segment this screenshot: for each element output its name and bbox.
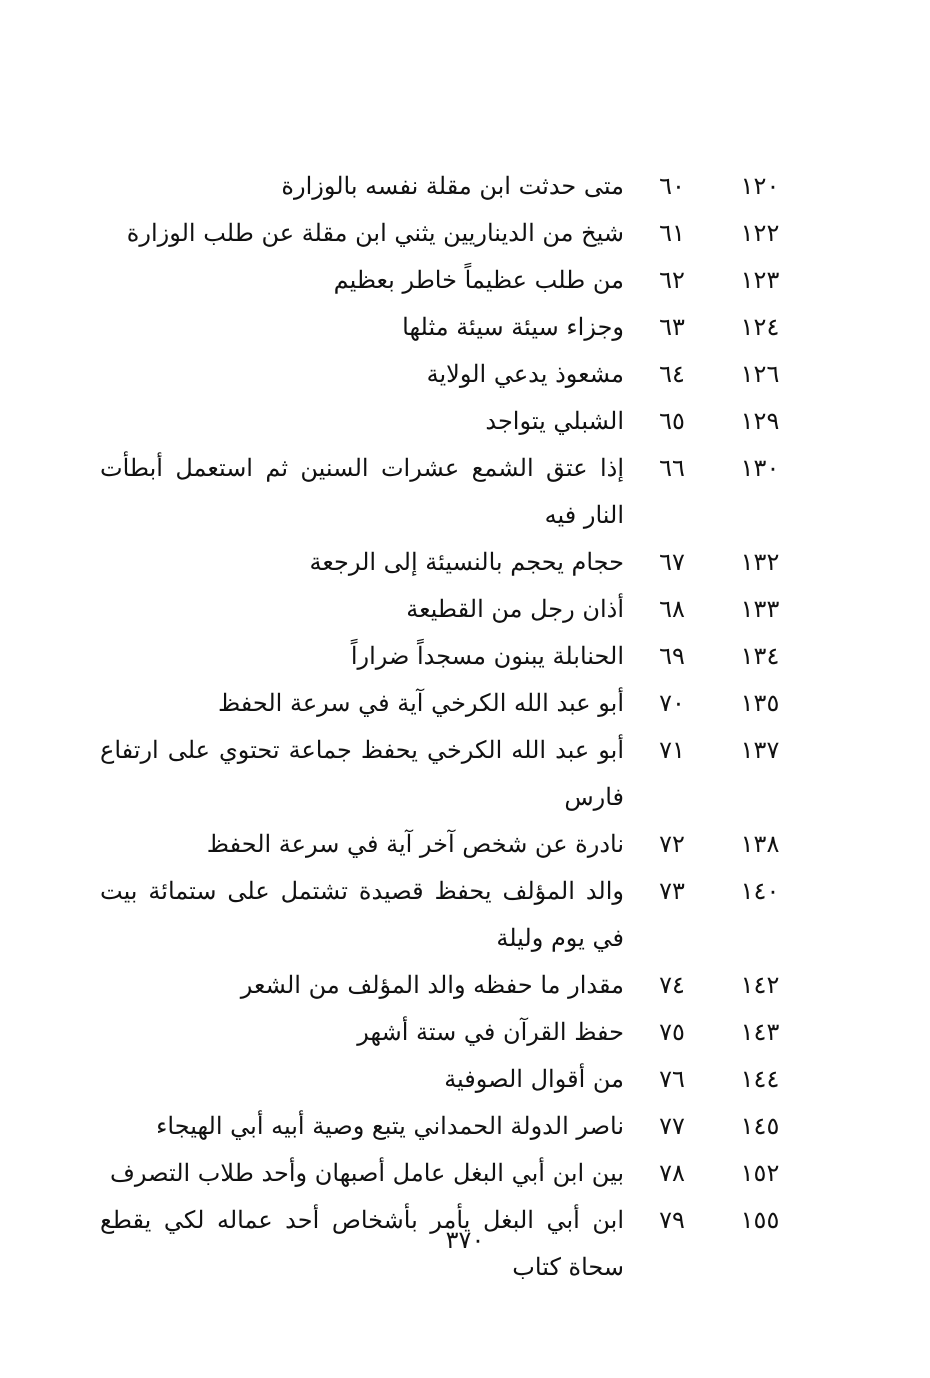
- toc-title: أبو عبد الله الكرخي يحفظ جماعة تحتوي على ارتفاع فارس: [100, 736, 624, 811]
- toc-page-number: ١٤٤: [740, 1065, 780, 1093]
- toc-title: الحنابلة يبنون مسجداً ضراراً: [350, 642, 624, 670]
- toc-row: [100, 351, 800, 398]
- toc-item-number: ٧٩: [659, 1206, 685, 1234]
- toc-page-number: ١٣٥: [740, 689, 780, 717]
- toc-row: [100, 1056, 800, 1103]
- toc-item-number: ٧٧: [659, 1112, 685, 1140]
- toc-row: [100, 1150, 800, 1197]
- toc-page-number: ١٥٢: [740, 1159, 780, 1187]
- toc-item-number: ٧١: [659, 736, 685, 764]
- toc-page-number: ١٥٥: [740, 1206, 780, 1234]
- page-footer: [0, 1224, 930, 1256]
- toc-row: [100, 962, 800, 1009]
- toc-row: [100, 398, 800, 445]
- toc-title: ابن أبي البغل يأمر بأشخاص أحد عماله لكي يقطع سحاة كتاب: [100, 1206, 624, 1281]
- toc-title: شيخ من الديناريين يثني ابن مقلة عن طلب الوزارة: [126, 219, 624, 247]
- toc-page-number: ١٢٦: [740, 360, 780, 388]
- toc-title: أبو عبد الله الكرخي آية في سرعة الحفظ: [217, 689, 624, 717]
- toc-title: متى حدثت ابن مقلة نفسه بالوزارة: [281, 172, 624, 200]
- toc-item-number: ٧٥: [659, 1018, 685, 1046]
- toc-row: [100, 1009, 800, 1056]
- toc-title: إذا عتق الشمع عشرات السنين ثم استعمل أبطأت النار فيه: [100, 454, 624, 529]
- toc-row: [100, 539, 800, 586]
- toc-row: [100, 445, 800, 539]
- toc-title: حفظ القرآن في ستة أشهر: [357, 1018, 624, 1046]
- toc-title: الشبلي يتواجد: [485, 407, 624, 435]
- toc-page-number: ١٣٨: [740, 830, 780, 858]
- toc-row: [100, 633, 800, 680]
- toc-title: من أقوال الصوفية: [444, 1065, 624, 1093]
- toc-page-number: ١٢٣: [740, 266, 780, 294]
- toc-item-number: ٦٢: [659, 266, 685, 294]
- toc-page-number: ١٢٠: [740, 172, 780, 200]
- toc-item-number: ٧٣: [659, 877, 685, 905]
- toc-page-number: ١٢٢: [740, 219, 780, 247]
- toc-row: [100, 163, 800, 210]
- toc-title: نادرة عن شخص آخر آية في سرعة الحفظ: [206, 830, 624, 858]
- toc-page-number: ١٣٠: [740, 454, 780, 482]
- toc-item-number: ٦٤: [659, 360, 685, 388]
- toc-page-number: ١٤٠: [740, 877, 780, 905]
- toc-title: ناصر الدولة الحمداني يتبع وصية أبيه أبي الهيجاء: [156, 1112, 624, 1140]
- toc-item-number: ٦٦: [659, 454, 685, 482]
- toc-row: [100, 210, 800, 257]
- toc-title: والد المؤلف يحفظ قصيدة تشتمل على ستمائة بيت في يوم وليلة: [100, 877, 624, 952]
- toc-page-number: ١٣٧: [740, 736, 780, 764]
- toc-title: وجزاء سيئة سيئة مثلها: [402, 313, 624, 341]
- toc-title: مشعوذ يدعي الولاية: [426, 360, 624, 388]
- toc-row: [100, 727, 800, 821]
- toc-item-number: ٦٠: [659, 172, 685, 200]
- toc-row: [100, 680, 800, 727]
- toc-page-number: ١٤٣: [740, 1018, 780, 1046]
- toc-row: [100, 257, 800, 304]
- toc-item-number: ٦٨: [659, 595, 685, 623]
- toc-item-number: ٦٩: [659, 642, 685, 670]
- toc-item-number: ٦٥: [659, 407, 685, 435]
- toc-page-number: ١٣٣: [740, 595, 780, 623]
- toc-title: أذان رجل من القطيعة: [406, 595, 624, 623]
- toc-page-number: ١٢٤: [740, 313, 780, 341]
- toc-row: [100, 304, 800, 351]
- toc-row: [100, 868, 800, 962]
- toc-title: من طلب عظيماً خاطر بعظيم: [333, 266, 624, 294]
- toc-item-number: ٧٨: [659, 1159, 685, 1187]
- toc-title: بين ابن أبي البغل عامل أصبهان وأحد طلاب التصرف: [110, 1159, 624, 1187]
- toc-title: مقدار ما حفظه والد المؤلف من الشعر: [240, 971, 624, 999]
- toc-item-number: ٦٧: [659, 548, 685, 576]
- toc-page-number: ١٤٢: [740, 971, 780, 999]
- toc-row: [100, 586, 800, 633]
- toc-title: حجام يحجم بالنسيئة إلى الرجعة: [309, 548, 624, 576]
- toc-row: [100, 1103, 800, 1150]
- toc-page-number: ١٣٤: [740, 642, 780, 670]
- footer-page-number: ٣٧٠: [445, 1226, 485, 1254]
- toc-item-number: ٧٠: [659, 689, 685, 717]
- toc-row: [100, 821, 800, 868]
- toc-page-number: ١٣٢: [740, 548, 780, 576]
- table-of-contents: [100, 163, 800, 1291]
- toc-item-number: ٦٣: [659, 313, 685, 341]
- toc-item-number: ٧٢: [659, 830, 685, 858]
- toc-item-number: ٦١: [659, 219, 685, 247]
- toc-page-number: ١٢٩: [740, 407, 780, 435]
- toc-page-number: ١٤٥: [740, 1112, 780, 1140]
- toc-item-number: ٧٦: [659, 1065, 685, 1093]
- toc-item-number: ٧٤: [659, 971, 685, 999]
